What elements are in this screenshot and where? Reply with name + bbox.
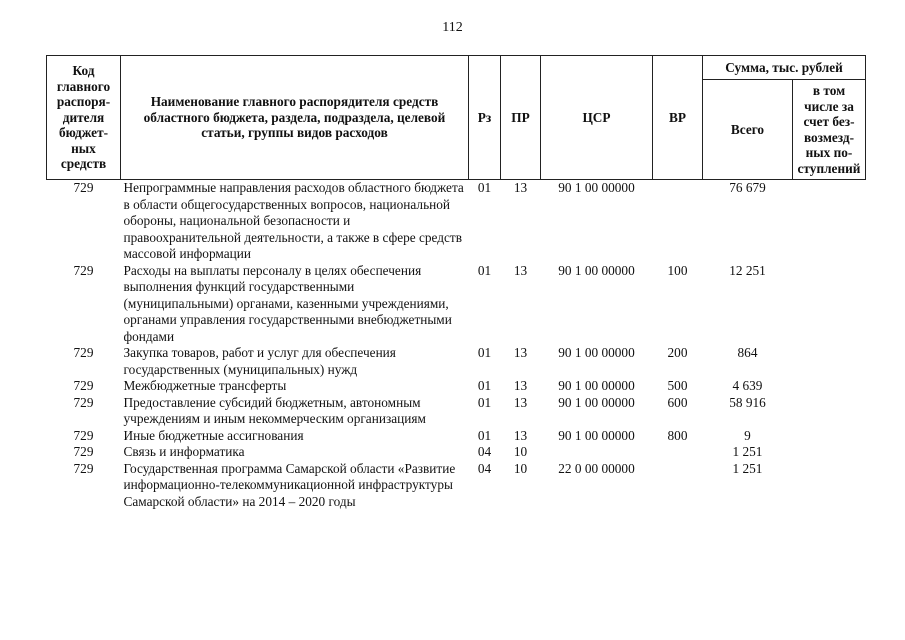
header-csr: ЦСР	[541, 56, 653, 180]
cell-pr: 13	[513, 394, 528, 410]
cell-incl	[793, 378, 866, 395]
cell-total: 4 639	[732, 378, 763, 393]
cell-incl	[793, 345, 866, 378]
cell-csr	[541, 444, 653, 461]
cell-code: 729	[73, 180, 94, 195]
cell-total: 76 679	[729, 180, 766, 195]
header-incl: в том числе за счет без-возмезд-ных по-ступлений	[793, 80, 866, 180]
cell-pr: 13	[513, 180, 528, 195]
cell-code: 729	[73, 460, 94, 476]
cell-code: 729	[73, 427, 94, 443]
cell-csr: 90 1 00 00000	[558, 180, 635, 195]
cell-name: Иные бюджетные ассигнования	[123, 427, 304, 443]
cell-incl	[793, 461, 866, 511]
cell-csr: 90 1 00 00000	[558, 262, 635, 278]
table-row	[47, 263, 866, 346]
cell-code: 729	[73, 444, 94, 459]
header-pr: ПР	[501, 56, 541, 180]
header-vr: ВР	[653, 56, 703, 180]
cell-name: Закупка товаров, работ и услуг для обеспечения государственных (муниципальных) нужд	[123, 345, 396, 377]
cell-total: 1 251	[732, 444, 763, 459]
cell-vr: 500	[667, 378, 688, 393]
cell-total: 1 251	[732, 460, 763, 476]
cell-name: Расходы на выплаты персоналу в целях обеспечения выполнения функций государственными (муниципальными) органами, казенными учреждениями, органами управления государственными внебюджетными фондами	[123, 262, 452, 344]
cell-pr: 13	[513, 345, 528, 360]
cell-csr: 22 0 00 00000	[558, 460, 635, 476]
table-row	[47, 444, 866, 461]
cell-vr	[653, 180, 703, 263]
cell-pr: 10	[513, 444, 528, 459]
cell-name: Связь и информатика	[123, 444, 245, 459]
cell-csr: 90 1 00 00000	[558, 394, 635, 410]
cell-rz: 01	[477, 378, 492, 393]
cell-code: 729	[73, 378, 94, 393]
cell-incl	[793, 395, 866, 428]
header-name: Наименование главного распорядителя средств областного бюджета, раздела, подраздела, целевой статьи, группы видов расходов	[121, 56, 469, 180]
cell-total: 58 916	[729, 394, 766, 410]
cell-total: 864	[737, 345, 758, 360]
cell-vr: 200	[667, 345, 688, 360]
table-row	[47, 428, 866, 445]
table-row	[47, 378, 866, 395]
cell-name: Непрограммные направления расходов областного бюджета в области общегосударственных вопросов, национальной обороны, национальной безопасности и правоохранительной деятельности, а также в сфере средств массовой информации	[123, 180, 464, 261]
cell-csr: 90 1 00 00000	[558, 378, 635, 393]
cell-vr: 100	[667, 262, 688, 278]
cell-csr: 90 1 00 00000	[558, 345, 635, 360]
cell-vr: 600	[667, 394, 688, 410]
cell-incl	[793, 444, 866, 461]
cell-rz: 01	[477, 262, 492, 278]
page-number: 112	[442, 20, 463, 35]
cell-code: 729	[73, 262, 94, 278]
cell-incl	[793, 180, 866, 263]
cell-vr	[653, 444, 703, 461]
table-body	[47, 180, 866, 511]
header-rz: Рз	[469, 56, 501, 180]
cell-code: 729	[73, 345, 94, 360]
cell-pr: 13	[513, 427, 528, 443]
header-total: Всего	[703, 80, 793, 180]
cell-rz: 01	[477, 345, 492, 360]
cell-name: Государственная программа Самарской области «Развитие информационно-телекоммуникационной инфраструктуры Самарской области» на 2014 – 2020 годы	[123, 460, 456, 509]
budget-table	[46, 55, 866, 510]
cell-pr: 13	[513, 378, 528, 393]
table-row	[47, 395, 866, 428]
table-row	[47, 180, 866, 263]
cell-rz: 01	[477, 394, 492, 410]
cell-rz: 01	[477, 180, 492, 195]
cell-vr: 800	[667, 427, 688, 443]
header-sum: Сумма, тыс. рублей	[703, 56, 866, 80]
cell-pr: 10	[513, 460, 528, 476]
table-row	[47, 461, 866, 511]
cell-pr: 13	[513, 262, 528, 278]
header-code: Код главного распоря-дителя бюджет-ных средств	[47, 56, 121, 180]
cell-rz: 01	[477, 427, 492, 443]
cell-name: Межбюджетные трансферты	[123, 378, 287, 393]
cell-code: 729	[73, 394, 94, 410]
cell-total: 9	[744, 427, 751, 443]
table-row	[47, 345, 866, 378]
cell-vr	[653, 461, 703, 511]
cell-total: 12 251	[729, 262, 766, 278]
cell-incl	[793, 263, 866, 346]
cell-name: Предоставление субсидий бюджетным, автономным учреждениям и иным некоммерческим организациям	[123, 394, 426, 426]
cell-incl	[793, 428, 866, 445]
cell-csr: 90 1 00 00000	[558, 427, 635, 443]
cell-rz: 04	[477, 444, 492, 459]
cell-rz: 04	[477, 460, 492, 476]
